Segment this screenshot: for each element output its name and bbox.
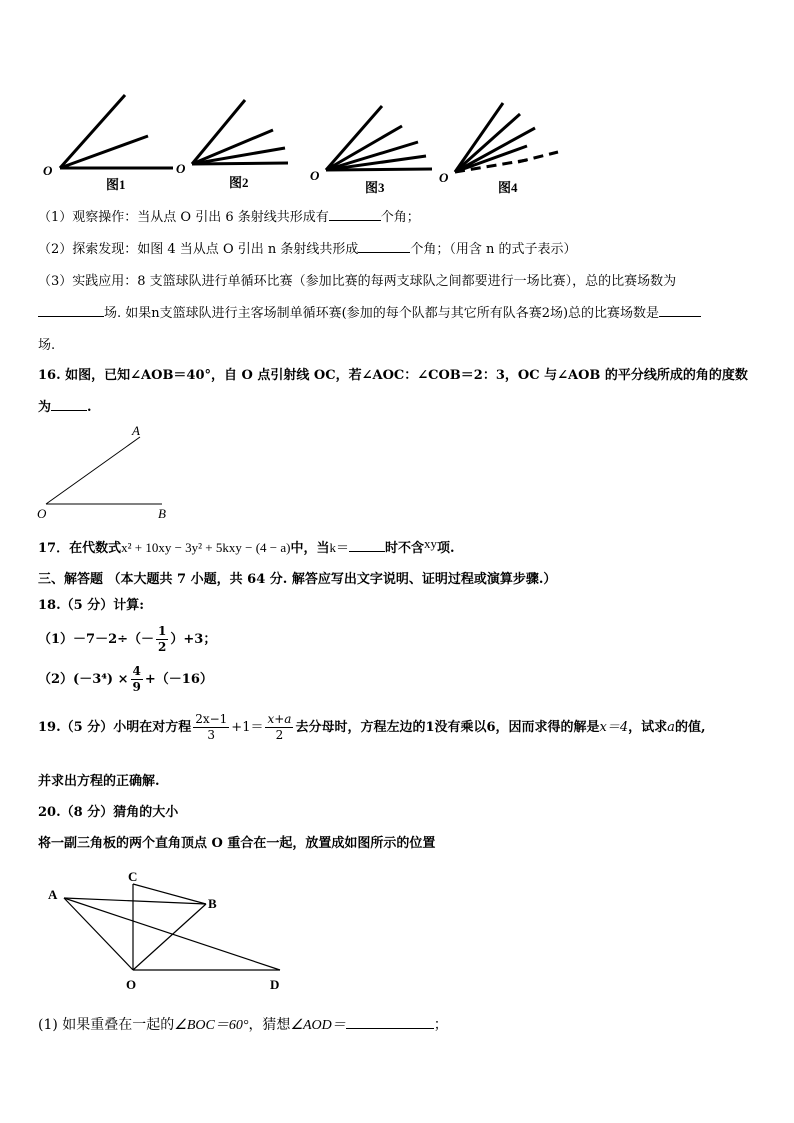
q17-k: k＝ xyxy=(329,540,350,555)
q16-angle-figure xyxy=(38,424,178,524)
q16-label-o: O xyxy=(37,506,47,521)
q15-part2-suffix: 个角；（用含 n 的式子表示） xyxy=(410,242,577,257)
q16-label-a: A xyxy=(132,423,140,438)
q19-text xyxy=(38,712,705,743)
q18-expr2-b: +（－16） xyxy=(144,672,213,687)
q20-label-b: B xyxy=(208,896,217,911)
q17-mid2: 时不含 xyxy=(385,541,425,556)
q19-mid: 去分母时，方程左边的1没有乘以6，因而求得的解是 xyxy=(295,720,600,735)
figure-2 xyxy=(192,100,288,164)
q19-fraction-left xyxy=(193,712,229,743)
q15-part3-line2 xyxy=(38,302,701,321)
q16-line2 xyxy=(38,396,92,415)
q17-xy: xy xyxy=(424,536,438,551)
q19-fraction-right xyxy=(265,712,293,743)
q15-part3-blank1 xyxy=(38,304,104,317)
fig3-origin-label: O xyxy=(310,168,320,183)
q18-expr1-denominator: 2 xyxy=(158,640,167,654)
q20-sub1 xyxy=(38,1014,448,1034)
q19-fraction-left-numerator: 2x−1 xyxy=(195,712,228,726)
q15-part3-blank2 xyxy=(659,304,701,317)
q15-part2-blank xyxy=(358,240,410,253)
q18-title: 18.（5 分）计算: xyxy=(38,598,144,613)
q16-answer-suffix: . xyxy=(87,400,92,415)
q20-sub1-angle-boc: ∠BOC＝60° xyxy=(174,1018,249,1033)
q16-blank xyxy=(51,398,87,411)
figure-4 xyxy=(455,103,558,172)
figure-1 xyxy=(60,95,173,168)
q15-part1-suffix: 个角； xyxy=(380,210,420,225)
q19-suffix: 的值, xyxy=(674,720,706,735)
q15-part2-text: （2）探索发现：如图 4 当从点 O 引出 n 条射线共形成 xyxy=(38,242,359,257)
fig3-caption: 图3 xyxy=(365,180,385,195)
q17-mid: 中，当 xyxy=(290,541,330,556)
q20-sub1-suffix: ； xyxy=(433,1017,448,1033)
q18-expr2-denominator: 9 xyxy=(132,680,141,694)
fig2-origin-label: O xyxy=(176,161,186,176)
q18-expr1-numerator: 1 xyxy=(158,624,167,638)
fig1-caption: 图1 xyxy=(106,177,126,192)
q20-label-o: O xyxy=(126,977,137,992)
q19-prefix: 19.（5 分）小明在对方程 xyxy=(38,720,192,735)
q20-label-a: A xyxy=(48,887,58,902)
q16-text: 16. 如图，已知∠AOB＝40°，自 O 点引射线 OC，若∠AOC：∠COB＝2：3，OC 与∠AOB 的平分线所成的角的度数 xyxy=(38,368,748,383)
q19-line2: 并求出方程的正确解. xyxy=(38,774,160,789)
q15-part1 xyxy=(38,206,420,225)
q17-suffix: 项. xyxy=(437,541,455,556)
section-3-heading: 三、解答题 （本大题共 7 小题，共 64 分. 解答应写出文字说明、证明过程或演算步骤.） xyxy=(38,572,557,587)
fig4-caption: 图4 xyxy=(498,180,518,195)
q18-expr2-a: （2）(－3⁴) × xyxy=(38,672,129,687)
q19-fraction-right-numerator: x+a xyxy=(267,712,292,726)
q19-plus-one: +1＝ xyxy=(231,720,264,735)
q20-triangle-figure xyxy=(40,860,300,990)
q18-expr1-b: ）+3； xyxy=(170,632,217,647)
q19-fraction-right-denominator: 2 xyxy=(275,728,284,742)
q18-expr2 xyxy=(38,664,213,695)
q18-expr1 xyxy=(38,624,216,655)
q19-mid2: ，试求 xyxy=(628,720,668,735)
q15-part3-text2: 场. 如果n支篮球队进行主客场制单循环赛(参加的每个队都与其它所有队各赛2场)总的比赛场数是 xyxy=(104,306,660,321)
q18-expr2-fraction xyxy=(131,664,143,695)
fig1-origin-label: O xyxy=(43,163,53,178)
fig4-origin-label: O xyxy=(439,170,449,185)
q17-expression: x² + 10xy − 3y² + 5kxy − (4 − a) xyxy=(121,540,291,555)
q17-blank xyxy=(349,539,385,552)
figure-3 xyxy=(326,106,432,170)
q19-fraction-left-denominator: 3 xyxy=(207,728,216,742)
q18-expr1-fraction xyxy=(156,624,168,655)
q20-sub1-mid: ，猜想 xyxy=(248,1017,291,1033)
q20-title: 20.（8 分）猜角的大小 xyxy=(38,805,179,820)
q20-sub1-prefix: (1) 如果重叠在一起的 xyxy=(38,1017,175,1033)
q17-text xyxy=(38,536,455,556)
q20-label-c: C xyxy=(128,869,138,884)
q18-expr1-a: （1）－7－2÷（－ xyxy=(38,632,155,647)
q16-label-b: B xyxy=(158,506,166,521)
q16-answer-prefix: 为 xyxy=(38,400,52,415)
q15-part1-blank xyxy=(329,208,381,221)
q17-prefix: 17．在代数式 xyxy=(38,541,122,556)
q20-label-d: D xyxy=(270,977,280,992)
q20-description: 将一副三角板的两个直角顶点 O 重合在一起，放置成如图所示的位置 xyxy=(38,836,436,851)
q15-part3-end: 场. xyxy=(38,338,56,353)
q20-sub1-blank xyxy=(346,1015,434,1029)
fig2-caption: 图2 xyxy=(229,175,249,190)
q19-solution: x＝4 xyxy=(599,720,629,735)
q15-part1-text: （1）观察操作：当从点 O 引出 6 条射线共形成有 xyxy=(38,210,329,225)
q18-expr2-numerator: 4 xyxy=(132,664,141,678)
q15-part3: （3）实践应用：8 支篮球队进行单循环比赛（参加比赛的每两支球队之间都要进行一场比赛），总的比赛场数为 xyxy=(38,274,677,289)
q19-a-variable: a xyxy=(667,720,675,735)
q15-part2 xyxy=(38,238,577,257)
q20-sub1-angle-aod: ∠AOD＝ xyxy=(290,1018,346,1033)
